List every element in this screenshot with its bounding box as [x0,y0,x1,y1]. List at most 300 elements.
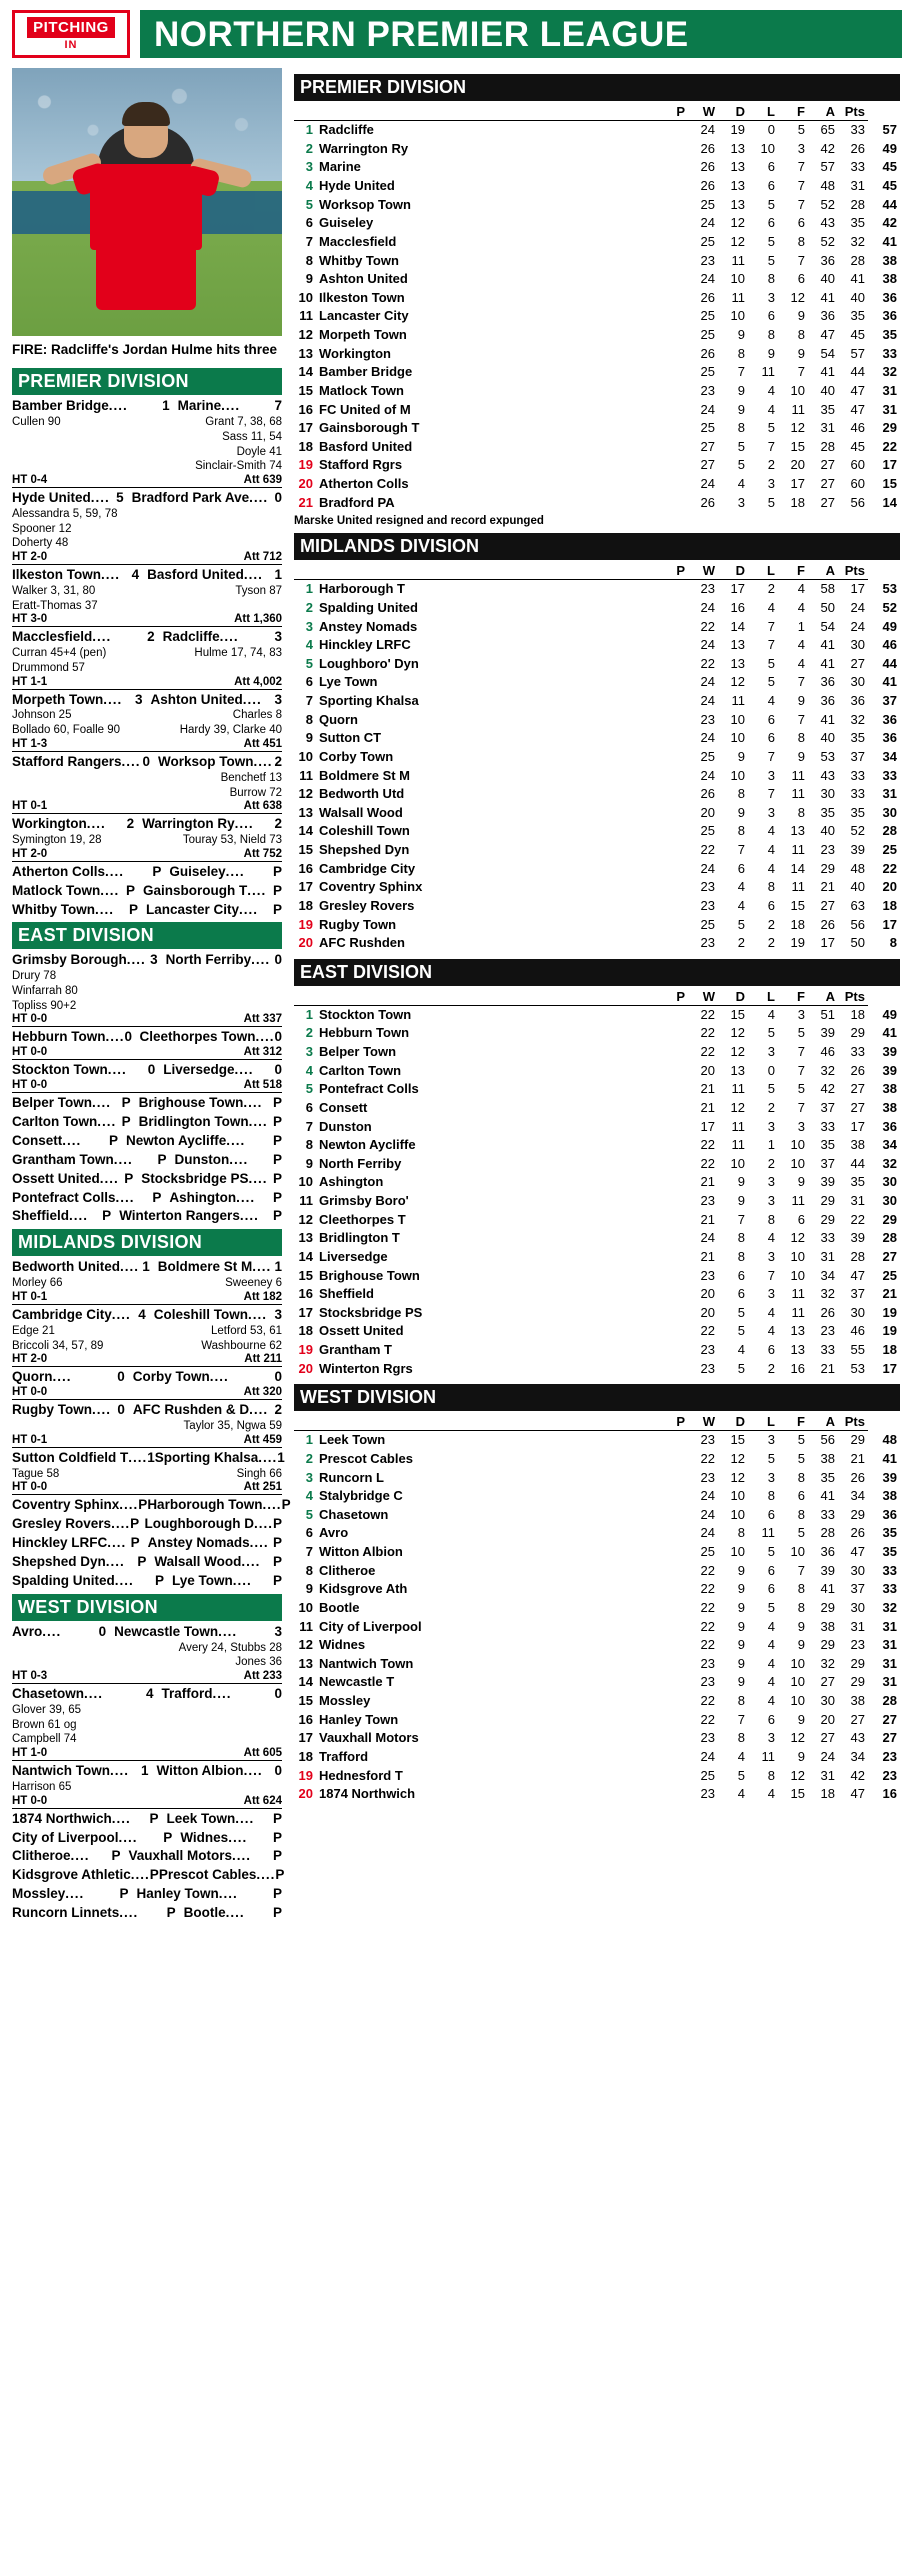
half-time-score: HT 0-1 [12,800,48,813]
stat-l: 8 [797,804,805,820]
away-score: P [272,1572,282,1588]
stat-d: 3 [767,1469,775,1485]
match-scorers [12,415,282,474]
leader-dots: .... [69,1208,89,1224]
team-name: Hinckley LRFC [319,637,411,653]
half-time-score: HT 0-3 [12,1670,48,1682]
match-scorers [12,507,282,551]
stat-l: 9 [797,1748,805,1764]
stat-pts: 45 [882,178,897,194]
stat-d: 3 [767,1118,775,1134]
position: 9 [305,271,313,287]
column-header-pts: Pts [838,562,868,580]
stat-p: 23 [700,1267,715,1283]
position: 20 [298,1786,313,1802]
photo-caption: FIRE: Radcliffe's Jordan Hulme hits three [12,342,278,357]
stat-d: 8 [767,271,775,287]
match-teams [12,1811,282,1828]
home-team: Coventry Sphinx [12,1497,120,1513]
stat-f: 41 [820,637,835,653]
team-name: Bedworth Utd [319,786,405,802]
stat-pts: 41 [882,233,897,249]
position: 8 [305,1562,313,1578]
stat-a: 33 [850,159,865,175]
leader-dots-2: .... [209,1369,229,1385]
stat-f: 21 [820,879,835,895]
stat-w: 19 [730,122,745,138]
masthead [12,10,902,58]
home-score: 1 [162,398,170,414]
home-score: P [138,1497,148,1513]
home-scorers: Drury 78 Winfarrah 80 Topliss 90+2 [12,970,78,1012]
stat-f: 52 [820,233,835,249]
table-row [294,1341,900,1360]
away-score: 0 [274,1686,282,1701]
stat-f: 27 [820,457,835,473]
match-scorers [12,646,282,675]
stat-f: 48 [820,178,835,194]
stat-a: 38 [850,1137,865,1153]
stat-a: 42 [850,1767,865,1783]
position: 5 [305,1506,313,1522]
stat-w: 13 [730,637,745,653]
stat-p: 25 [700,1767,715,1783]
stat-l: 19 [790,935,805,951]
leader-dots-2: .... [243,566,263,582]
stat-pts: 33 [882,1562,897,1578]
home-team: Whitby Town [12,901,95,917]
column-header-d: D [718,562,748,580]
stat-f: 30 [820,786,835,802]
position: 10 [298,1599,313,1615]
team-name: Hanley Town [319,1711,399,1727]
stat-a: 30 [850,1562,865,1578]
home-team: Grantham Town [12,1151,114,1167]
team-name: Guiseley [319,215,374,231]
column-header-w: W [688,1413,718,1431]
match-result [12,398,282,488]
stat-d: 5 [767,1081,775,1097]
stat-l: 7 [797,178,805,194]
home-score: P [149,1810,159,1826]
leader-dots-2: .... [253,753,273,769]
away-team: Ashington [169,1189,237,1205]
half-time-score: HT 0-1 [12,1433,48,1446]
position: 3 [305,159,313,175]
stat-p: 24 [700,693,715,709]
stat-f: 38 [820,1450,835,1466]
stat-p: 20 [700,1304,715,1320]
match-result [12,1190,282,1207]
away-scorers: Grant 7, 38, 68 Sass 11, 54 Doyle 41 Sinclair-Smith 74 [195,416,282,473]
table-row [294,233,900,252]
stat-p: 25 [700,233,715,249]
position: 13 [298,804,313,820]
stat-p: 25 [700,308,715,324]
stat-w: 11 [731,289,745,305]
leader-dots: .... [86,816,106,832]
stat-l: 10 [790,1155,805,1171]
stat-f: 32 [820,1655,835,1671]
stat-a: 63 [850,897,865,913]
home-score: 1 [140,1763,149,1779]
home-score: P [121,1114,131,1130]
stat-pts: 49 [882,1006,897,1022]
position: 11 [299,1618,313,1634]
stat-w: 12 [730,1044,745,1060]
home-scorers: Curran 45+4 (pen) Drummond 57 [12,647,107,674]
stat-a: 57 [850,345,865,361]
leader-dots-2: .... [226,1132,246,1148]
stat-l: 10 [790,1693,805,1709]
stat-a: 35 [850,215,865,231]
stat-p: 23 [700,1193,715,1209]
leader-dots: .... [103,691,123,707]
match-photo [12,68,282,336]
stat-f: 40 [820,730,835,746]
match-result [12,883,282,900]
stat-p: 22 [700,1562,715,1578]
away-score: 0 [274,952,282,968]
stat-pts: 27 [882,1730,897,1746]
position: 18 [298,1748,313,1764]
stat-l: 6 [797,271,805,287]
position: 16 [298,1286,313,1302]
table-row [294,1748,900,1767]
position: 6 [305,1099,313,1115]
table-row [294,1117,900,1136]
leader-dots-2: .... [253,1516,273,1532]
stat-l: 12 [790,1230,805,1246]
position: 20 [298,1360,313,1376]
leader-dots-2: .... [239,901,259,917]
match-teams [12,1095,282,1112]
home-team: Bamber Bridge [12,398,109,414]
stat-l: 7 [797,1562,805,1578]
stat-a: 26 [850,1062,865,1078]
stat-f: 27 [820,1730,835,1746]
away-team: Gainsborough T [143,882,248,898]
table-row [294,270,900,289]
match-result [12,490,282,565]
stat-w: 8 [737,1248,745,1264]
stat-pts: 19 [882,1323,897,1339]
leader-dots: .... [101,566,121,582]
stat-a: 38 [850,1693,865,1709]
match-result [12,1573,282,1590]
column-header-l: L [748,103,778,121]
position: 2 [305,1025,313,1041]
team-name: Whitby Town [319,252,399,268]
stat-pts: 19 [882,1304,897,1320]
team-name: Stocksbridge PS [319,1304,423,1320]
match-result [12,864,282,881]
match-meta [12,1353,282,1367]
position: 16 [298,401,313,417]
half-time-score: HT 0-0 [12,1046,48,1059]
stat-a: 28 [850,252,865,268]
column-header-f: F [778,103,808,121]
away-score: P [272,1829,282,1845]
home-team: Gresley Rovers [12,1516,112,1532]
away-score: 1 [277,1449,285,1465]
attendance: Att 312 [243,1046,282,1059]
stat-f: 28 [820,438,835,454]
stat-l: 9 [797,1174,805,1190]
match-teams [12,1497,291,1514]
column-header-p: P [316,988,688,1006]
stat-l: 5 [797,122,805,138]
stat-l: 13 [790,823,805,839]
stat-d: 2 [767,581,775,597]
home-team: Cambridge City [12,1306,112,1322]
stat-w: 8 [737,420,745,436]
home-team: Sheffield [12,1208,70,1224]
team-name: Trafford [319,1748,369,1764]
match-result [12,1686,282,1761]
home-team: Ilkeston Town [12,566,102,582]
table-row [294,1524,900,1543]
stat-f: 41 [820,364,835,380]
stat-p: 25 [700,196,715,212]
away-team: Worksop Town [158,753,254,769]
stat-l: 1 [797,618,805,634]
away-team: Bootle [183,1905,226,1920]
team-name: Bamber Bridge [319,364,413,380]
stat-d: 4 [767,382,775,398]
team-name: Widnes [319,1637,366,1653]
stat-l: 11 [791,1193,805,1209]
stat-d: 8 [767,327,775,343]
away-score: 0 [274,1029,282,1045]
match-teams [12,1686,282,1703]
stat-pts: 38 [882,271,897,287]
match-result [12,1062,282,1093]
stat-pts: 22 [882,860,897,876]
stat-pts: 30 [882,804,897,820]
stat-w: 10 [730,1544,745,1560]
match-result [12,1554,282,1571]
stat-pts: 28 [882,823,897,839]
away-score: 3 [274,691,283,707]
stat-f: 54 [820,345,835,361]
home-score: P [166,1905,176,1920]
position: 14 [298,823,313,839]
stat-p: 20 [700,1062,715,1078]
stat-a: 35 [850,308,865,324]
stat-a: 29 [850,1655,865,1671]
stat-w: 8 [737,345,745,361]
player-shorts [96,244,196,310]
stat-d: 6 [767,730,775,746]
stat-p: 26 [700,140,715,156]
stat-a: 27 [850,1711,865,1727]
position: 12 [298,786,313,802]
team-name: Pontefract Colls [319,1081,419,1097]
leader-dots: .... [94,901,114,917]
stat-a: 23 [850,1637,865,1653]
stat-p: 23 [700,1360,715,1376]
stat-a: 47 [850,1544,865,1560]
attendance: Att 4,002 [234,675,282,688]
stat-a: 35 [850,804,865,820]
table-row [294,1673,900,1692]
position: 16 [298,860,313,876]
leader-dots: .... [107,1062,127,1078]
match-teams [12,1573,282,1590]
stat-pts: 48 [882,1432,897,1448]
stat-l: 5 [797,1432,805,1448]
match-teams [12,1208,282,1225]
team-name: Stafford Rgrs [319,457,403,473]
stat-a: 17 [850,1118,865,1134]
table-row [294,1322,900,1341]
league-table-premier [294,103,900,512]
home-scorers: Johnson 25 Bollado 60, Foalle 90 [12,709,121,737]
position: 11 [299,308,313,324]
match-meta [12,1747,282,1761]
home-team: Nantwich Town [12,1763,110,1779]
match-teams [12,1848,282,1865]
stat-w: 10 [730,711,745,727]
away-scorers [152,1703,282,1747]
stat-l: 13 [790,1323,805,1339]
stat-p: 27 [700,438,715,454]
stat-pts: 8 [889,935,897,951]
leader-dots-2: .... [212,1686,232,1701]
team-name: North Ferriby [319,1155,402,1171]
stat-w: 3 [737,494,745,510]
stat-d: 6 [767,1342,775,1358]
stat-p: 23 [700,1342,715,1358]
home-score: P [152,1189,162,1205]
half-time-score: HT 2-0 [12,847,48,860]
position: 21 [298,494,313,510]
position: 4 [305,637,313,653]
table-header-row [294,103,900,121]
stat-l: 15 [790,438,805,454]
stat-f: 26 [820,1304,835,1320]
stat-w: 7 [737,1711,745,1727]
home-score: P [137,1553,147,1569]
stat-p: 26 [700,289,715,305]
stat-a: 27 [850,655,865,671]
team-name: Witton Albion [319,1544,403,1560]
away-team: Walsall Wood [154,1553,242,1569]
stat-d: 7 [767,637,775,653]
stat-f: 30 [820,1693,835,1709]
position: 12 [298,1637,313,1653]
column-header-p: P [316,103,688,121]
stat-a: 40 [850,289,865,305]
stat-a: 17 [850,581,865,597]
column-header-team [294,562,316,580]
leader-dots: .... [92,629,112,645]
position: 11 [299,1193,313,1209]
home-score: 0 [117,1402,125,1418]
stat-d: 8 [767,1488,775,1504]
stat-f: 32 [820,1062,835,1078]
leader-dots-2: .... [255,1029,275,1045]
position: 6 [305,1525,313,1541]
match-result [12,1402,282,1448]
leader-dots: .... [119,1497,139,1513]
leader-dots: .... [128,1449,148,1465]
away-team: Vauxhall Motors [128,1848,233,1864]
match-meta [12,1013,282,1027]
team-name: Shepshed Dyn [319,842,410,858]
stat-f: 35 [820,1469,835,1485]
stat-l: 15 [790,897,805,913]
stat-p: 24 [700,271,715,287]
team-name: Clitheroe [319,1562,376,1578]
match-result [12,1763,282,1809]
team-name: Harborough T [319,581,405,597]
stat-d: 10 [760,140,775,156]
stat-l: 7 [797,252,805,268]
home-team: Grimsby Borough [12,952,127,968]
stat-d: 5 [767,674,775,690]
stat-d: 9 [767,345,775,361]
stat-p: 24 [700,1506,715,1522]
position: 4 [305,1062,313,1078]
stat-pts: 34 [882,1137,897,1153]
position: 13 [298,1230,313,1246]
stat-p: 23 [700,711,715,727]
home-score: 2 [147,629,155,645]
position: 1 [305,1006,313,1022]
leader-dots-2: .... [248,1170,268,1186]
stat-pts: 23 [882,1748,897,1764]
team-name: Grimsby Boro' [319,1193,409,1209]
match-teams [12,1763,282,1780]
home-team: Chasetown [12,1686,85,1701]
stat-f: 39 [820,1174,835,1190]
stat-l: 5 [797,1450,805,1466]
league-table-west [294,1413,900,1804]
stat-d: 2 [767,1099,775,1115]
stat-a: 30 [850,1599,865,1615]
home-team: Quorn [12,1369,53,1385]
away-team: Hanley Town [136,1886,219,1902]
stat-f: 23 [820,842,835,858]
match-meta [12,551,282,565]
half-time-score: HT 3-0 [12,613,48,626]
stat-a: 53 [850,1360,865,1376]
home-score: 4 [138,1306,146,1322]
column-header-d: D [718,103,748,121]
home-team: Belper Town [12,1095,93,1111]
team-name: Sporting Khalsa [319,693,419,709]
away-score: P [272,901,282,917]
leader-dots: .... [119,1905,139,1920]
home-scorers [12,771,142,800]
stat-f: 58 [820,581,835,597]
stat-p: 22 [700,618,715,634]
column-header-l: L [748,562,778,580]
table-row [294,289,900,308]
stat-a: 44 [850,364,865,380]
team-name: Bradford PA [319,494,395,510]
team-name: Cambridge City [319,860,416,876]
attendance: Att 337 [243,1013,282,1026]
stat-w: 7 [737,842,745,858]
stat-a: 47 [850,1267,865,1283]
stat-f: 29 [820,860,835,876]
home-score: P [130,1535,140,1551]
table-row [294,1248,900,1267]
stat-p: 23 [700,1655,715,1671]
